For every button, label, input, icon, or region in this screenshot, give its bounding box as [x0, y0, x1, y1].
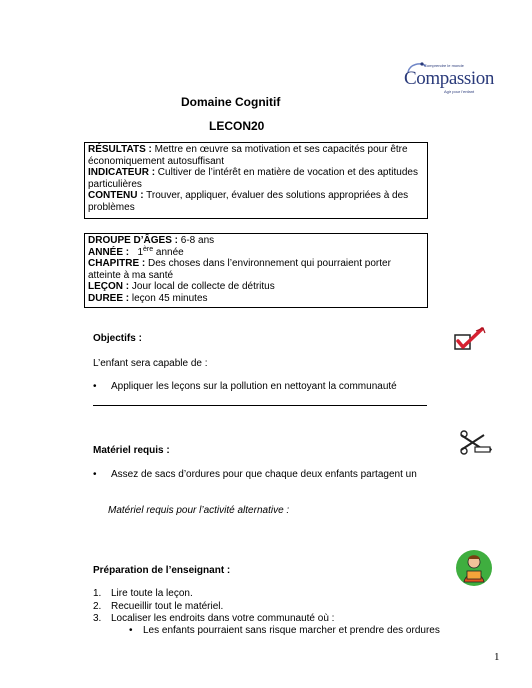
- prep-step-2: Recueillir tout le matériel.: [111, 601, 224, 612]
- results-box: [84, 142, 428, 219]
- resultats-label: RÉSULTATS :: [88, 144, 152, 155]
- annee-sup: ère: [143, 245, 154, 253]
- logo-tagline-bottom: Agir pour l'enfant: [444, 89, 475, 94]
- prep-step-3-num: 3.: [93, 613, 102, 624]
- checkbox-check-icon: [452, 327, 488, 353]
- chapitre-row: [88, 258, 424, 281]
- lecon-row: [88, 281, 424, 293]
- materiel-item-1: Assez de sacs d’ordures pour que chaque deux enfants partagent un: [111, 469, 417, 480]
- chapitre-label: CHAPITRE :: [88, 258, 146, 269]
- objectifs-divider: [93, 405, 427, 406]
- resultats-text: Mettre en œuvre sa motivation et ses capacités pour être économiquement autosuffisant: [88, 144, 408, 167]
- contenu-label: CONTENU :: [88, 190, 144, 201]
- annee-row: [88, 247, 424, 259]
- prep-step-1-num: 1.: [93, 588, 102, 599]
- prep-step-1: Lire toute la leçon.: [111, 588, 193, 599]
- objectif-item-1: Appliquer les leçons sur la pollution en nettoyant la communauté: [111, 381, 397, 392]
- lecon-label: LEÇON :: [88, 281, 130, 292]
- groupe-text: 6-8 ans: [178, 235, 215, 246]
- teacher-reading-icon: [454, 548, 494, 588]
- objectif-bullet: •: [93, 381, 97, 392]
- lesson-title: LECON20: [209, 119, 265, 133]
- duree-label: DUREE :: [88, 292, 130, 304]
- contenu-row: [88, 190, 424, 213]
- groupe-row: [88, 235, 424, 247]
- prep-sub-bullet: •: [129, 625, 133, 636]
- prep-sub-1: Les enfants pourraient sans risque marcher et prendre des ordures: [143, 625, 440, 636]
- prep-step-3: Localiser les endroits dans votre communauté où :: [111, 613, 335, 624]
- annee-text: année: [153, 246, 184, 258]
- objectifs-intro: L’enfant sera capable de :: [93, 358, 208, 369]
- duree-text: leçon 45 minutes: [129, 292, 208, 304]
- prep-step-2-num: 2.: [93, 601, 102, 612]
- logo-tagline-top: Comprendre le monde: [424, 63, 464, 68]
- preparation-heading: Préparation de l’enseignant :: [93, 565, 231, 576]
- groupe-label: DROUPE D’ÂGES :: [88, 235, 179, 246]
- annee-num: 1: [137, 246, 144, 258]
- duree-row: [88, 293, 424, 305]
- chapitre-text: Des choses dans l’environnement qui pourraient porter atteinte à ma santé: [88, 258, 391, 281]
- resultats-row: [88, 144, 424, 167]
- lesson-info-box: [84, 233, 428, 308]
- materiel-bullet: •: [93, 469, 97, 480]
- indicateur-label: INDICATEUR :: [88, 167, 156, 178]
- lecon-text: Jour local de collecte de détritus: [129, 281, 275, 292]
- domain-title: Domaine Cognitif: [181, 95, 281, 109]
- contenu-text: Trouver, appliquer, évaluer des solutions appropriées à des problèmes: [88, 190, 409, 213]
- indicateur-text: Cultiver de l’intérêt en matière de vocation et des aptitudes particulières: [88, 167, 418, 190]
- indicateur-row: [88, 167, 424, 190]
- scissors-pencil-icon: [458, 430, 492, 456]
- logo-brand: Compassion: [404, 68, 494, 89]
- objectifs-heading: Objectifs :: [93, 333, 142, 344]
- compassion-logo: [400, 58, 496, 98]
- page-number: 1: [494, 651, 500, 663]
- annee-label: ANNÉE :: [88, 246, 130, 258]
- materiel-alternative: Matériel requis pour l’activité alternative :: [108, 505, 290, 516]
- materiel-heading: Matériel requis :: [93, 445, 170, 456]
